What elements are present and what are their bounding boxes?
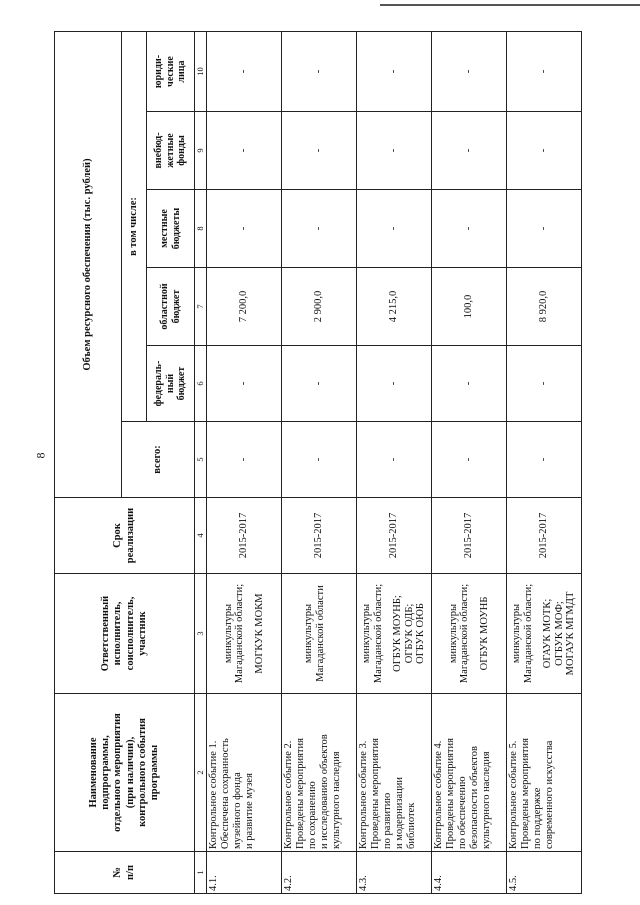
row-regional: 2 900,0 [282, 268, 357, 346]
row-num: 4.5. [507, 852, 582, 894]
header-legal: юриди- ческие лица [147, 32, 195, 112]
row-legal: - [357, 32, 432, 112]
row-executor [432, 574, 507, 694]
funding-table [54, 31, 582, 894]
top-rule [380, 4, 640, 6]
row-legal: - [282, 32, 357, 112]
column-number-row [195, 32, 207, 894]
row-legal: - [207, 32, 282, 112]
column-number: 3 [195, 574, 207, 694]
row-regional: 8 920,0 [507, 268, 582, 346]
header-federal: федераль- ный бюджет [147, 346, 195, 422]
executor-extra: МОГКУК МОКМ [253, 593, 265, 674]
row-federal: - [357, 346, 432, 422]
executor-agency: минкультуры Магаданской области [303, 585, 326, 682]
row-total: - [507, 422, 582, 498]
row-extrabudget: - [357, 112, 432, 190]
row-total: - [357, 422, 432, 498]
row-federal: - [282, 346, 357, 422]
header-regional: областной бюджет [147, 268, 195, 346]
row-total: - [207, 422, 282, 498]
column-number: 4 [195, 498, 207, 574]
executor-agency: минкультуры Магаданской области; [222, 583, 246, 684]
row-federal: - [207, 346, 282, 422]
table-row [432, 32, 507, 894]
header-local: местные бюджеты [147, 190, 195, 268]
row-name: Контрольное событие 2. Проведены мероприятия по сохранению и исследованию объектов культурного наследия [282, 694, 357, 852]
row-extrabudget: - [282, 112, 357, 190]
row-legal: - [432, 32, 507, 112]
row-num: 4.1. [207, 852, 282, 894]
row-total: - [432, 422, 507, 498]
row-extrabudget: - [507, 112, 582, 190]
row-local: - [432, 190, 507, 268]
row-total: - [282, 422, 357, 498]
row-local: - [207, 190, 282, 268]
header-including: в том числе: [122, 32, 147, 422]
row-legal: - [507, 32, 582, 112]
row-name: Контрольное событие 5. Проведены мероприятия по поддержке современного искусства [507, 694, 582, 852]
row-extrabudget: - [207, 112, 282, 190]
row-period: 2015-2017 [357, 498, 432, 574]
executor-agency: минкультуры Магаданской области; [361, 583, 384, 684]
header-total: всего: [122, 422, 195, 498]
row-period: 2015-2017 [432, 498, 507, 574]
header-executor: Ответственный исполнитель, соисполнитель, участник [55, 574, 195, 694]
header-funding: Объем ресурсного обеспечения (тыс. рублей) [55, 32, 122, 498]
row-name: Контрольное событие 4. Проведены мероприятия по обеспечению безопасности объектов культурного наследия [432, 694, 507, 852]
page-number: 8 [33, 452, 48, 459]
column-number: 6 [195, 346, 207, 422]
row-federal: - [432, 346, 507, 422]
row-period: 2015-2017 [282, 498, 357, 574]
table-row [282, 32, 357, 894]
column-number: 2 [195, 694, 207, 852]
header-name: Наименование подпрограммы, отдельного мероприятия (при наличии), контрольного события программы [55, 694, 195, 852]
column-number: 9 [195, 112, 207, 190]
row-num: 4.4. [432, 852, 507, 894]
executor-agency: минкультуры Магаданской области; [511, 583, 534, 684]
header-extrabudget: внебюд- жетные фонды [147, 112, 195, 190]
executor-extra: ОГБУК МОУНБ [478, 596, 490, 671]
header-period: Срок реализации [55, 498, 195, 574]
rotated-table-container [54, 32, 639, 894]
table-row [507, 32, 582, 894]
column-number: 1 [195, 852, 207, 894]
row-num: 4.2. [282, 852, 357, 894]
row-federal: - [507, 346, 582, 422]
executor-extra: ОГАУК МОТК; ОГБУК МОФ; МОГАУК МГМДТ [542, 591, 577, 676]
table-row [357, 32, 432, 894]
executor-agency: минкультуры Магаданской области; [447, 583, 471, 684]
row-executor [207, 574, 282, 694]
row-executor [507, 574, 582, 694]
row-regional: 7 200,0 [207, 268, 282, 346]
row-period: 2015-2017 [207, 498, 282, 574]
row-period: 2015-2017 [507, 498, 582, 574]
row-local: - [507, 190, 582, 268]
row-name: Контрольное событие 3. Проведены мероприятия по развитию и модернизации библиотек [357, 694, 432, 852]
row-local: - [282, 190, 357, 268]
column-number: 8 [195, 190, 207, 268]
header-num: № п/п [55, 852, 195, 894]
table-row [207, 32, 282, 894]
row-executor [282, 574, 357, 694]
column-number: 5 [195, 422, 207, 498]
executor-extra: ОГБУК МОУНБ; ОГБУК ОДБ; ОГБУК ОЮБ [392, 595, 427, 672]
row-executor [357, 574, 432, 694]
column-number: 7 [195, 268, 207, 346]
row-regional: 100,0 [432, 268, 507, 346]
row-regional: 4 215,0 [357, 268, 432, 346]
row-local: - [357, 190, 432, 268]
row-name: Контрольное событие 1. Обеспечена сохранность музейного фонда и развитие музея [207, 694, 282, 852]
row-extrabudget: - [432, 112, 507, 190]
row-num: 4.3. [357, 852, 432, 894]
column-number: 10 [195, 32, 207, 112]
